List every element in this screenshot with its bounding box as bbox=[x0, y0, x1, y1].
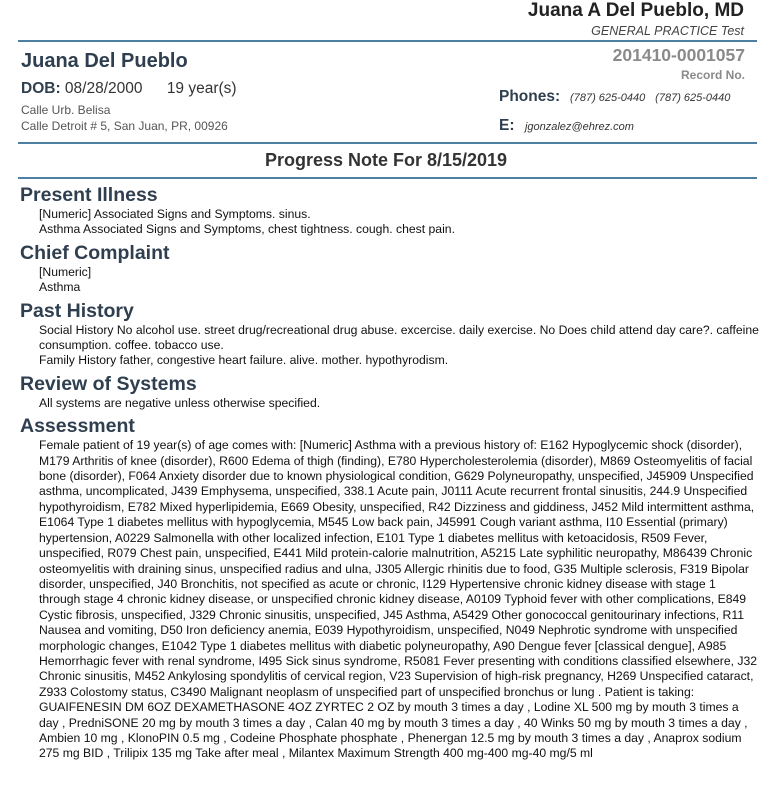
assessment-title: Assessment bbox=[20, 415, 135, 438]
review-of-systems-line: All systems are negative unless otherwise specified. bbox=[39, 395, 321, 410]
phone-2: (787) 625-0440 bbox=[655, 92, 731, 104]
email-row bbox=[499, 117, 634, 135]
record-label: Record No. bbox=[680, 68, 745, 82]
present-illness-line: [Numeric] Associated Signs and Symptoms. sinus. bbox=[39, 207, 311, 221]
provider-block bbox=[528, 0, 744, 39]
dob-value: 08/28/2000 bbox=[64, 80, 143, 97]
assessment-text: Female patient of 19 year(s) of age comes with: [Numeric] Asthma with a previous history of: E162 Hypoglycemic shock (disorder), M179 Arthritis of knee (disorder), R600 Edema of thigh (finding), E780 Hypercholesterolemia (disorder), M869 Osteomyelitis of facial bone (disorder), F064 Anxiety disorder due to known physiological condition, G629 Polyneuropathy, unspecified, J45909 Unspecified asthma, uncomplicated, J439 Emphysema, unspecified, 338.1 Acute pain, J0111 Acute recurrent frontal sinusitis, 244.9 Unspecified hypothyroidism, E782 Mixed hyperlipidemia, E669 Obesity, unspecified, R42 Dizziness and giddiness, J452 Mild intermittent asthma, E1064 Type 1 diabetes mellitus with hypoglycemia, M545 Low back pain, J45991 Cough variant asthma, I10 Essential (primary) hypertension, A0229 Salmonella with other localized infection, E101 Type 1 diabetes mellitus with ketoacidosis, R509 Fever, unspecified, R079 Chest pain, unspecified, E441 Mild protein-calorie malnutrition, A5215 Late syphilitic neuropathy, M86439 Chronic osteomyelitis with draining sinus, unspecified radius and ulna, J305 Allergic rhinitis due to food, G35 Multiple sclerosis, F319 Bipolar disorder, unspecified, J40 Bronchitis, not specified as acute or chronic, I129 Hypertensive chronic kidney disease with stage 1 through stage 4 chronic kidney disease, or unspecified chronic kidney disease, A0109 Typhoid fever with other complications, E849 Cystic fibrosis, unspecified, J329 Chronic sinusitis, unspecified, J45 Asthma, A5429 Other gonococcal genitourinary infections, R11 Nausea and vomiting, D50 Iron deficiency anemia, E039 Hypothyroidism, unspecified, N049 Nephrotic syndrome with unspecified morphologic changes, E1042 Type 1 diabetes mellitus with diabetic polyneuropathy, A90 Dengue fever [classical dengue], A985 Hemorrhagic fever with renal syndrome, I495 Sick sinus syndrome, R5081 Fever presenting with conditions classified elsewhere, J32 Chronic sinusitis, M452 Ankylosing spondylitis of cervical region, V23 Supervision of high-risk pregnancy, H269 Unspecified cataract, Z933 Colostomy status, C3490 Malignant neoplasm of unspecified part of unspecified bronchus or lung . Patient is taking: GUAIFENESIN DM 6OZ DEXAMETHASONE 4OZ ZYRTEC 2 OZ by mouth 3 times a day , Lodine XL 500 mg by mouth 3 times a day , PredniSONE 20 mg by mouth 3 times a day , Calan 40 mg by mouth 3 times a day , 40 Winks 50 mg by mouth 3 times a day , Ambien 10 mg , KlonoPIN 0.5 mg , Codeine Phosphate phosphate , Phenergan 12.5 mg by mouth 3 times a day , Anaprox sodium 275 mg BID , Trilipix 135 mg Take after meal , Milantex Maximum Strength 400 mg-400 mg-40 mg/5 ml bbox=[39, 438, 758, 761]
header-divider bbox=[18, 40, 757, 42]
family-history-line: Family History father, congestive heart failure. alive. mother. hypothyrodism. bbox=[39, 353, 449, 368]
review-of-systems-body bbox=[20, 396, 760, 411]
record-number: 201410-0001057 bbox=[612, 45, 745, 65]
chief-complaint-line: [Numeric] bbox=[39, 264, 92, 279]
phones-row bbox=[499, 88, 730, 106]
present-illness-line: Asthma Associated Signs and Symptoms, chest tightness. cough. chest pain. bbox=[39, 222, 455, 237]
present-illness-title: Present Illness bbox=[20, 184, 158, 206]
past-history-body bbox=[20, 323, 760, 369]
chief-complaint-body bbox=[20, 265, 760, 296]
address-line-2: Calle Detroit # 5, San Juan, PR, 00926 bbox=[21, 119, 228, 133]
social-history-line: Social History No alcohol use. street drug/recreational drug abuse. excercise. daily exercise. No Does child attend day care?. caffeine consumption. coffee. tobacco use. bbox=[39, 322, 759, 353]
phone-1: (787) 625-0440 bbox=[570, 92, 646, 104]
phones-label: Phones: bbox=[499, 88, 561, 105]
past-history-title: Past History bbox=[20, 299, 134, 322]
note-title: Progress Note For 8/15/2019 bbox=[264, 150, 508, 170]
provider-name: Juana A Del Pueblo, MD bbox=[527, 0, 744, 21]
chief-complaint-line: Asthma bbox=[39, 280, 81, 295]
age-value: 19 year(s) bbox=[166, 80, 237, 97]
email-label: E: bbox=[499, 117, 515, 134]
assessment-body bbox=[20, 438, 760, 762]
chief-complaint-title: Chief Complaint bbox=[20, 241, 170, 264]
note-content bbox=[20, 183, 760, 765]
title-divider bbox=[18, 177, 757, 179]
present-illness-body bbox=[20, 207, 760, 238]
review-of-systems-title: Review of Systems bbox=[20, 372, 197, 395]
email-value: jgonzalez@ehrez.com bbox=[524, 121, 634, 133]
address-line-1: Calle Urb. Belisa bbox=[21, 103, 111, 117]
dob-row bbox=[21, 80, 237, 98]
patient-name: Juana Del Pueblo bbox=[21, 50, 188, 72]
dob-label: DOB: bbox=[21, 80, 61, 97]
patient-divider bbox=[18, 142, 757, 144]
provider-practice: GENERAL PRACTICE Test bbox=[591, 24, 744, 38]
